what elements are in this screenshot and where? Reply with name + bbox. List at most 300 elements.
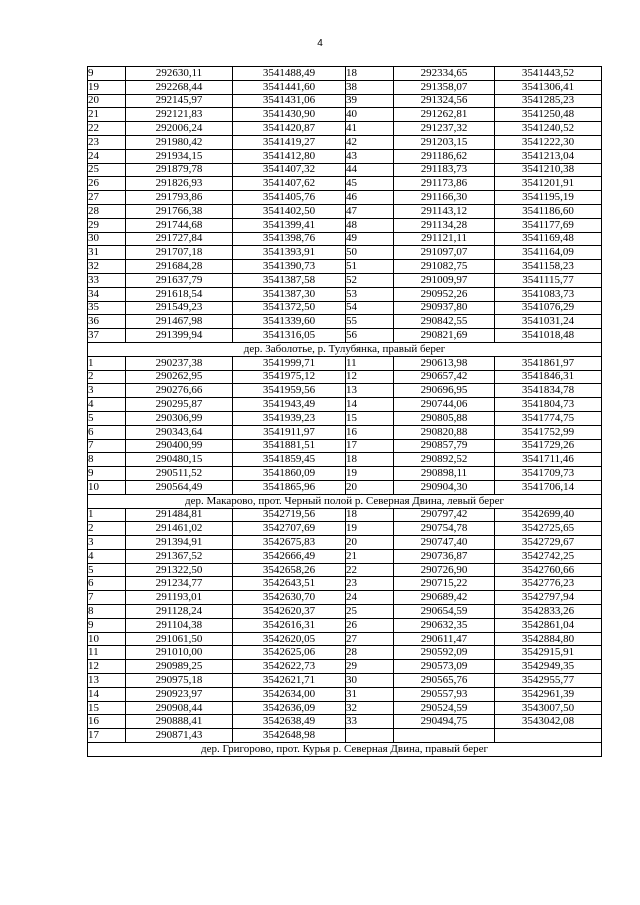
y-coordinate: 3541846,31	[495, 370, 602, 384]
point-number: 27	[88, 191, 126, 205]
point-number: 33	[346, 715, 394, 729]
table-row	[88, 646, 602, 660]
y-coordinate: 3542658,26	[233, 563, 346, 577]
point-number: 16	[88, 715, 126, 729]
point-number: 36	[88, 315, 126, 329]
x-coordinate: 290805,88	[394, 411, 495, 425]
x-coordinate: 290871,43	[126, 729, 233, 743]
point-number: 22	[88, 122, 126, 136]
table-row	[88, 356, 602, 370]
point-number: 21	[346, 549, 394, 563]
point-number: 39	[346, 94, 394, 108]
x-coordinate: 290898,11	[394, 467, 495, 481]
y-coordinate: 3541711,46	[495, 453, 602, 467]
x-coordinate: 290511,52	[126, 467, 233, 481]
table-row	[88, 425, 602, 439]
y-coordinate: 3541372,50	[233, 301, 346, 315]
table-row	[88, 80, 602, 94]
y-coordinate: 3542616,31	[233, 618, 346, 632]
table-row	[88, 191, 602, 205]
point-number: 29	[346, 660, 394, 674]
y-coordinate: 3541177,69	[495, 218, 602, 232]
point-number: 13	[88, 674, 126, 688]
y-coordinate: 3541430,90	[233, 108, 346, 122]
point-number: 2	[88, 370, 126, 384]
table-row	[88, 204, 602, 218]
point-number: 37	[88, 329, 126, 343]
table-row	[88, 660, 602, 674]
x-coordinate: 290904,30	[394, 480, 495, 494]
y-coordinate: 3542648,98	[233, 729, 346, 743]
point-number: 10	[88, 480, 126, 494]
y-coordinate: 3541158,23	[495, 260, 602, 274]
x-coordinate: 291934,15	[126, 149, 233, 163]
y-coordinate: 3541210,38	[495, 163, 602, 177]
table-row	[88, 536, 602, 550]
y-coordinate: 3541706,14	[495, 480, 602, 494]
point-number: 44	[346, 163, 394, 177]
x-coordinate: 290611,47	[394, 632, 495, 646]
section-caption-row	[88, 494, 602, 508]
y-coordinate: 3541393,91	[233, 246, 346, 260]
y-coordinate: 3542636,09	[233, 701, 346, 715]
x-coordinate: 290715,22	[394, 577, 495, 591]
point-number: 7	[88, 591, 126, 605]
y-coordinate: 3541115,77	[495, 273, 602, 287]
y-coordinate: 3541488,49	[233, 67, 346, 81]
point-number: 20	[346, 480, 394, 494]
y-coordinate: 3541018,48	[495, 329, 602, 343]
y-coordinate: 3541316,05	[233, 329, 346, 343]
y-coordinate: 3542760,66	[495, 563, 602, 577]
table-row	[88, 729, 602, 743]
table-row	[88, 67, 602, 81]
y-coordinate: 3541834,78	[495, 384, 602, 398]
point-number: 31	[346, 687, 394, 701]
point-number: 23	[88, 135, 126, 149]
y-coordinate: 3542833,26	[495, 605, 602, 619]
table-row	[88, 577, 602, 591]
y-coordinate: 3541402,50	[233, 204, 346, 218]
point-number: 38	[346, 80, 394, 94]
x-coordinate: 290892,52	[394, 453, 495, 467]
y-coordinate: 3541939,23	[233, 411, 346, 425]
y-coordinate: 3541407,62	[233, 177, 346, 191]
y-coordinate: 3541441,60	[233, 80, 346, 94]
y-coordinate: 3541431,06	[233, 94, 346, 108]
y-coordinate: 3542621,71	[233, 674, 346, 688]
table-row	[88, 232, 602, 246]
y-coordinate: 3541709,73	[495, 467, 602, 481]
point-number: 42	[346, 135, 394, 149]
y-coordinate: 3541943,49	[233, 398, 346, 412]
y-coordinate: 3541859,45	[233, 453, 346, 467]
point-number: 22	[346, 563, 394, 577]
table-row	[88, 439, 602, 453]
y-coordinate: 3541339,60	[233, 315, 346, 329]
point-number: 3	[88, 536, 126, 550]
y-coordinate: 3541213,04	[495, 149, 602, 163]
point-number: 26	[346, 618, 394, 632]
x-coordinate: 291399,94	[126, 329, 233, 343]
y-coordinate: 3541195,19	[495, 191, 602, 205]
y-coordinate: 3542638,49	[233, 715, 346, 729]
y-coordinate: 3541398,76	[233, 232, 346, 246]
x-coordinate: 290726,90	[394, 563, 495, 577]
y-coordinate: 3542861,04	[495, 618, 602, 632]
point-number: 7	[88, 439, 126, 453]
table-row	[88, 398, 602, 412]
table-row	[88, 563, 602, 577]
table-row	[88, 122, 602, 136]
point-number: 4	[88, 398, 126, 412]
y-coordinate: 3541399,41	[233, 218, 346, 232]
point-number: 45	[346, 177, 394, 191]
y-coordinate: 3541729,26	[495, 439, 602, 453]
y-coordinate: 3542630,70	[233, 591, 346, 605]
x-coordinate: 291549,23	[126, 301, 233, 315]
x-coordinate: 291128,24	[126, 605, 233, 619]
y-coordinate: 3541390,73	[233, 260, 346, 274]
x-coordinate: 291234,77	[126, 577, 233, 591]
point-number: 53	[346, 287, 394, 301]
point-number: 30	[346, 674, 394, 688]
point-number: 55	[346, 315, 394, 329]
x-coordinate: 290295,87	[126, 398, 233, 412]
x-coordinate: 291097,07	[394, 246, 495, 260]
point-number: 24	[88, 149, 126, 163]
point-number: 18	[346, 67, 394, 81]
x-coordinate: 290480,15	[126, 453, 233, 467]
y-coordinate: 3541975,12	[233, 370, 346, 384]
table-row	[88, 715, 602, 729]
point-number: 20	[346, 536, 394, 550]
x-coordinate: 290696,95	[394, 384, 495, 398]
y-coordinate: 3542729,67	[495, 536, 602, 550]
point-number: 34	[88, 287, 126, 301]
table-row	[88, 149, 602, 163]
y-coordinate: 3542961,39	[495, 687, 602, 701]
x-coordinate: 291183,73	[394, 163, 495, 177]
table-row	[88, 287, 602, 301]
y-coordinate: 3542643,51	[233, 577, 346, 591]
point-number: 30	[88, 232, 126, 246]
point-number: 19	[346, 467, 394, 481]
point-number: 8	[88, 453, 126, 467]
x-coordinate: 292334,65	[394, 67, 495, 81]
x-coordinate: 291134,28	[394, 218, 495, 232]
y-coordinate: 3542620,37	[233, 605, 346, 619]
point-number: 26	[88, 177, 126, 191]
y-coordinate: 3542699,40	[495, 508, 602, 522]
x-coordinate: 290564,49	[126, 480, 233, 494]
x-coordinate: 290262,95	[126, 370, 233, 384]
point-number: 9	[88, 467, 126, 481]
point-number: 17	[346, 439, 394, 453]
x-coordinate: 291010,00	[126, 646, 233, 660]
point-number: 41	[346, 122, 394, 136]
x-coordinate: 290797,42	[394, 508, 495, 522]
y-coordinate: 3541804,73	[495, 398, 602, 412]
x-coordinate: 291322,50	[126, 563, 233, 577]
y-coordinate: 3541412,80	[233, 149, 346, 163]
table-row	[88, 605, 602, 619]
x-coordinate: 290343,64	[126, 425, 233, 439]
x-coordinate: 290736,87	[394, 549, 495, 563]
y-coordinate: 3541306,41	[495, 80, 602, 94]
point-number: 56	[346, 329, 394, 343]
y-coordinate: 3542742,25	[495, 549, 602, 563]
point-number: 51	[346, 260, 394, 274]
x-coordinate: 291173,86	[394, 177, 495, 191]
point-number: 18	[346, 508, 394, 522]
x-coordinate: 291193,01	[126, 591, 233, 605]
table-row	[88, 218, 602, 232]
y-coordinate: 3541407,32	[233, 163, 346, 177]
section-caption-row	[88, 342, 602, 356]
x-coordinate: 290937,80	[394, 301, 495, 315]
x-coordinate: 290952,26	[394, 287, 495, 301]
x-coordinate: 292268,44	[126, 80, 233, 94]
x-coordinate: 290989,25	[126, 660, 233, 674]
y-coordinate: 3541443,52	[495, 67, 602, 81]
table-row	[88, 632, 602, 646]
x-coordinate: 290908,44	[126, 701, 233, 715]
x-coordinate: 290592,09	[394, 646, 495, 660]
point-number: 32	[88, 260, 126, 274]
y-coordinate: 3542884,80	[495, 632, 602, 646]
x-coordinate: 292630,11	[126, 67, 233, 81]
point-number: 6	[88, 577, 126, 591]
y-coordinate: 3542915,91	[495, 646, 602, 660]
y-coordinate: 3541387,58	[233, 273, 346, 287]
table-row	[88, 135, 602, 149]
table-row	[88, 701, 602, 715]
x-coordinate: 291143,12	[394, 204, 495, 218]
x-coordinate: 290689,42	[394, 591, 495, 605]
table-row	[88, 618, 602, 632]
x-coordinate: 290923,97	[126, 687, 233, 701]
y-coordinate: 3541881,51	[233, 439, 346, 453]
point-number: 18	[346, 453, 394, 467]
point-number: 1	[88, 508, 126, 522]
x-coordinate: 290975,18	[126, 674, 233, 688]
x-coordinate: 292006,24	[126, 122, 233, 136]
x-coordinate: 291358,07	[394, 80, 495, 94]
table-row	[88, 384, 602, 398]
y-coordinate: 3542797,94	[495, 591, 602, 605]
x-coordinate: 290573,09	[394, 660, 495, 674]
y-coordinate: 3541222,30	[495, 135, 602, 149]
table-row	[88, 453, 602, 467]
point-number	[346, 729, 394, 743]
x-coordinate: 291367,52	[126, 549, 233, 563]
y-coordinate: 3541419,27	[233, 135, 346, 149]
x-coordinate: 292145,97	[126, 94, 233, 108]
x-coordinate: 291121,11	[394, 232, 495, 246]
x-coordinate: 290842,55	[394, 315, 495, 329]
point-number: 49	[346, 232, 394, 246]
x-coordinate: 292121,83	[126, 108, 233, 122]
point-number: 15	[346, 411, 394, 425]
y-coordinate: 3542634,00	[233, 687, 346, 701]
x-coordinate: 290400,99	[126, 439, 233, 453]
y-coordinate: 3541420,87	[233, 122, 346, 136]
point-number: 54	[346, 301, 394, 315]
point-number: 2	[88, 522, 126, 536]
x-coordinate: 290237,38	[126, 356, 233, 370]
y-coordinate: 3541285,23	[495, 94, 602, 108]
point-number: 25	[346, 605, 394, 619]
x-coordinate: 291237,32	[394, 122, 495, 136]
x-coordinate: 291461,02	[126, 522, 233, 536]
y-coordinate: 3543042,08	[495, 715, 602, 729]
y-coordinate: 3542675,83	[233, 536, 346, 550]
coordinates-table	[87, 66, 602, 757]
point-number: 11	[88, 646, 126, 660]
y-coordinate: 3541250,48	[495, 108, 602, 122]
point-number: 17	[88, 729, 126, 743]
x-coordinate: 291009,97	[394, 273, 495, 287]
point-number: 12	[88, 660, 126, 674]
y-coordinate: 3543007,50	[495, 701, 602, 715]
x-coordinate: 291484,81	[126, 508, 233, 522]
y-coordinate: 3542719,56	[233, 508, 346, 522]
x-coordinate: 291061,50	[126, 632, 233, 646]
x-coordinate: 291104,38	[126, 618, 233, 632]
x-coordinate	[394, 729, 495, 743]
x-coordinate: 291618,54	[126, 287, 233, 301]
table-row	[88, 591, 602, 605]
table-row	[88, 273, 602, 287]
x-coordinate: 290557,93	[394, 687, 495, 701]
x-coordinate: 291766,38	[126, 204, 233, 218]
point-number: 14	[346, 398, 394, 412]
section-caption: дер. Григорово, прот. Курья р. Северная Двина, правый берег	[88, 743, 602, 757]
point-number: 31	[88, 246, 126, 260]
point-number: 40	[346, 108, 394, 122]
x-coordinate: 291166,30	[394, 191, 495, 205]
point-number: 9	[88, 67, 126, 81]
table-row	[88, 674, 602, 688]
x-coordinate: 290888,41	[126, 715, 233, 729]
y-coordinate: 3541865,96	[233, 480, 346, 494]
point-number: 25	[88, 163, 126, 177]
y-coordinate: 3541387,30	[233, 287, 346, 301]
table-row	[88, 163, 602, 177]
point-number: 52	[346, 273, 394, 287]
table-row	[88, 411, 602, 425]
table-row	[88, 480, 602, 494]
point-number: 19	[346, 522, 394, 536]
point-number: 20	[88, 94, 126, 108]
point-number: 3	[88, 384, 126, 398]
point-number: 21	[88, 108, 126, 122]
point-number: 12	[346, 370, 394, 384]
x-coordinate: 290494,75	[394, 715, 495, 729]
y-coordinate: 3542725,65	[495, 522, 602, 536]
x-coordinate: 290524,59	[394, 701, 495, 715]
point-number: 16	[346, 425, 394, 439]
table-row	[88, 108, 602, 122]
x-coordinate: 290565,76	[394, 674, 495, 688]
y-coordinate: 3542625,06	[233, 646, 346, 660]
table-row	[88, 329, 602, 343]
point-number: 5	[88, 563, 126, 577]
section-caption: дер. Макарово, прот. Черный полой р. Северная Двина, левый берег	[88, 494, 602, 508]
x-coordinate: 290654,59	[394, 605, 495, 619]
table-row	[88, 508, 602, 522]
x-coordinate: 291826,93	[126, 177, 233, 191]
table-row	[88, 246, 602, 260]
y-coordinate: 3541076,29	[495, 301, 602, 315]
x-coordinate: 291684,28	[126, 260, 233, 274]
table-row	[88, 467, 602, 481]
x-coordinate: 291324,56	[394, 94, 495, 108]
point-number: 43	[346, 149, 394, 163]
y-coordinate: 3541164,09	[495, 246, 602, 260]
y-coordinate: 3541911,97	[233, 425, 346, 439]
x-coordinate: 290613,98	[394, 356, 495, 370]
y-coordinate: 3541169,48	[495, 232, 602, 246]
point-number: 10	[88, 632, 126, 646]
y-coordinate: 3541031,24	[495, 315, 602, 329]
y-coordinate: 3541860,09	[233, 467, 346, 481]
x-coordinate: 291082,75	[394, 260, 495, 274]
x-coordinate: 291727,84	[126, 232, 233, 246]
point-number: 46	[346, 191, 394, 205]
x-coordinate: 291793,86	[126, 191, 233, 205]
point-number: 29	[88, 218, 126, 232]
x-coordinate: 290306,99	[126, 411, 233, 425]
x-coordinate: 290821,69	[394, 329, 495, 343]
point-number: 6	[88, 425, 126, 439]
point-number: 1	[88, 356, 126, 370]
table-row	[88, 315, 602, 329]
y-coordinate	[495, 729, 602, 743]
y-coordinate: 3541861,97	[495, 356, 602, 370]
x-coordinate: 290747,40	[394, 536, 495, 550]
x-coordinate: 291394,91	[126, 536, 233, 550]
table-row	[88, 370, 602, 384]
x-coordinate: 290632,35	[394, 618, 495, 632]
y-coordinate: 3541959,56	[233, 384, 346, 398]
table-row	[88, 177, 602, 191]
y-coordinate: 3542666,49	[233, 549, 346, 563]
x-coordinate: 291203,15	[394, 135, 495, 149]
point-number: 13	[346, 384, 394, 398]
point-number: 23	[346, 577, 394, 591]
y-coordinate: 3541774,75	[495, 411, 602, 425]
x-coordinate: 291467,98	[126, 315, 233, 329]
x-coordinate: 291879,78	[126, 163, 233, 177]
x-coordinate: 290744,06	[394, 398, 495, 412]
y-coordinate: 3542620,05	[233, 632, 346, 646]
x-coordinate: 290857,79	[394, 439, 495, 453]
y-coordinate: 3541752,99	[495, 425, 602, 439]
table-row	[88, 94, 602, 108]
table-row	[88, 260, 602, 274]
x-coordinate: 291637,79	[126, 273, 233, 287]
section-caption: дер. Заболотье, р. Тулубянка, правый берег	[88, 342, 602, 356]
coordinates-table-body	[88, 67, 602, 757]
y-coordinate: 3542955,77	[495, 674, 602, 688]
point-number: 19	[88, 80, 126, 94]
point-number: 14	[88, 687, 126, 701]
x-coordinate: 290754,78	[394, 522, 495, 536]
y-coordinate: 3542707,69	[233, 522, 346, 536]
point-number: 4	[88, 549, 126, 563]
